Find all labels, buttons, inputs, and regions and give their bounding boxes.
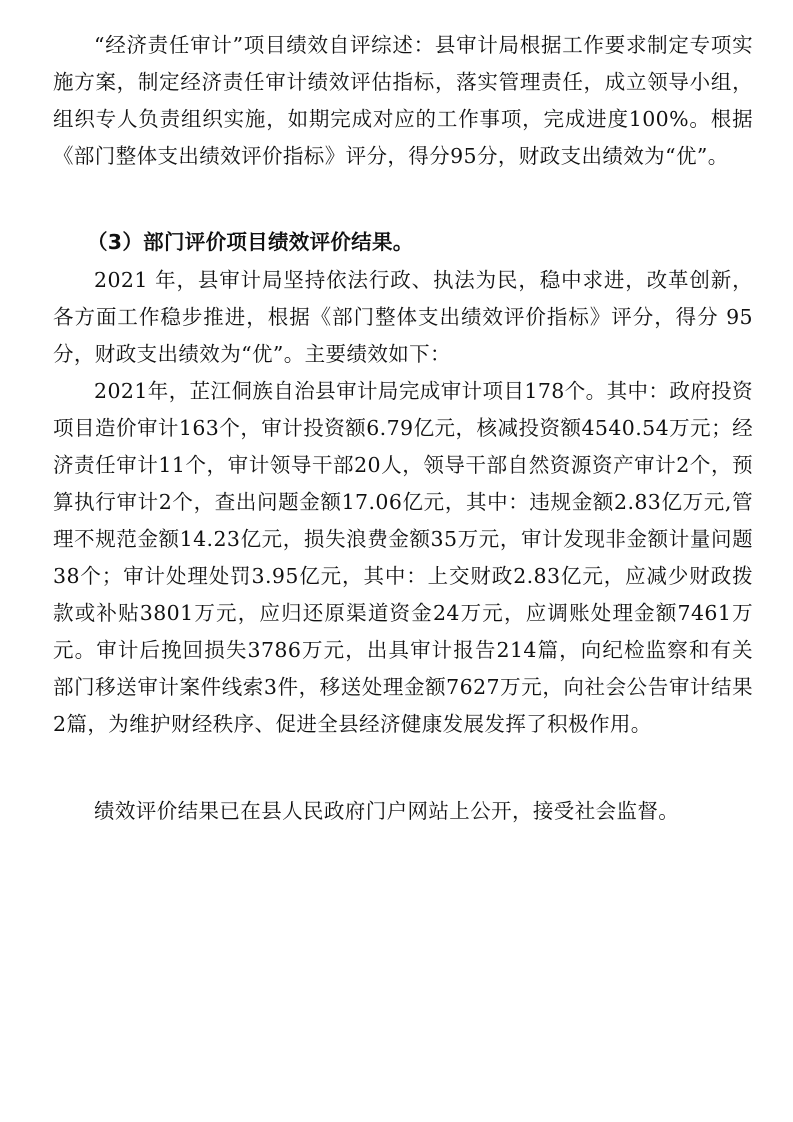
paragraph-audit-results: 2021年，芷江侗族自治县审计局完成审计项目178个。其中：政府投资项目造价审计163个，审计投资额6.79亿元，核减投资额4540.54万元；经济责任审计11个，审计领导干部20人，领导干部自然资源资产审计2个，预算执行审计2个，查出问题金额17.06亿元，其中：违规金额2.83亿万元,管理不规范金额14.23亿元，损失浪费金额35万元，审计发现非金额计量问题38个；审计处理处罚3.95亿元，其中：上交财政2.83亿元，应减少财政拨款或补贴3801万元，应归还原渠道资金24万元，应调账处理金额7461万元。审计后挽回损失3786万元，出具审计报告214篇，向纪检监察和有关部门移送审计案件线索3件，移送处理金额7627万元，向社会公告审计结果2篇，为维护财经秩序、促进全县经济健康发展发挥了积极作用。 [53,379,753,736]
paragraph-economic-responsibility-audit: “经济责任审计”项目绩效自评综述：县审计局根据工作要求制定专项实施方案，制定经济责任审计绩效评估指标，落实管理责任，成立领导小组，组织专人负责组织实施，如期完成对应的工作事项，完成进度100%。根据《部门整体支出绩效评价指标》评分，得分95分，财政支出绩效为“优”。 [53,33,753,168]
paragraph-2021-overview: 2021 年，县审计局坚持依法行政、执法为民，稳中求进，改革创新，各方面工作稳步推进，根据《部门整体支出绩效评价指标》评分，得分 95 分，财政支出绩效为“优”。主要绩效如下： [53,268,753,366]
section-heading-3: （3）部门评价项目绩效评价结果。 [87,230,414,254]
paragraph-public-disclosure: 绩效评价结果已在县人民政府门户网站上公开，接受社会监督。 [94,799,680,823]
